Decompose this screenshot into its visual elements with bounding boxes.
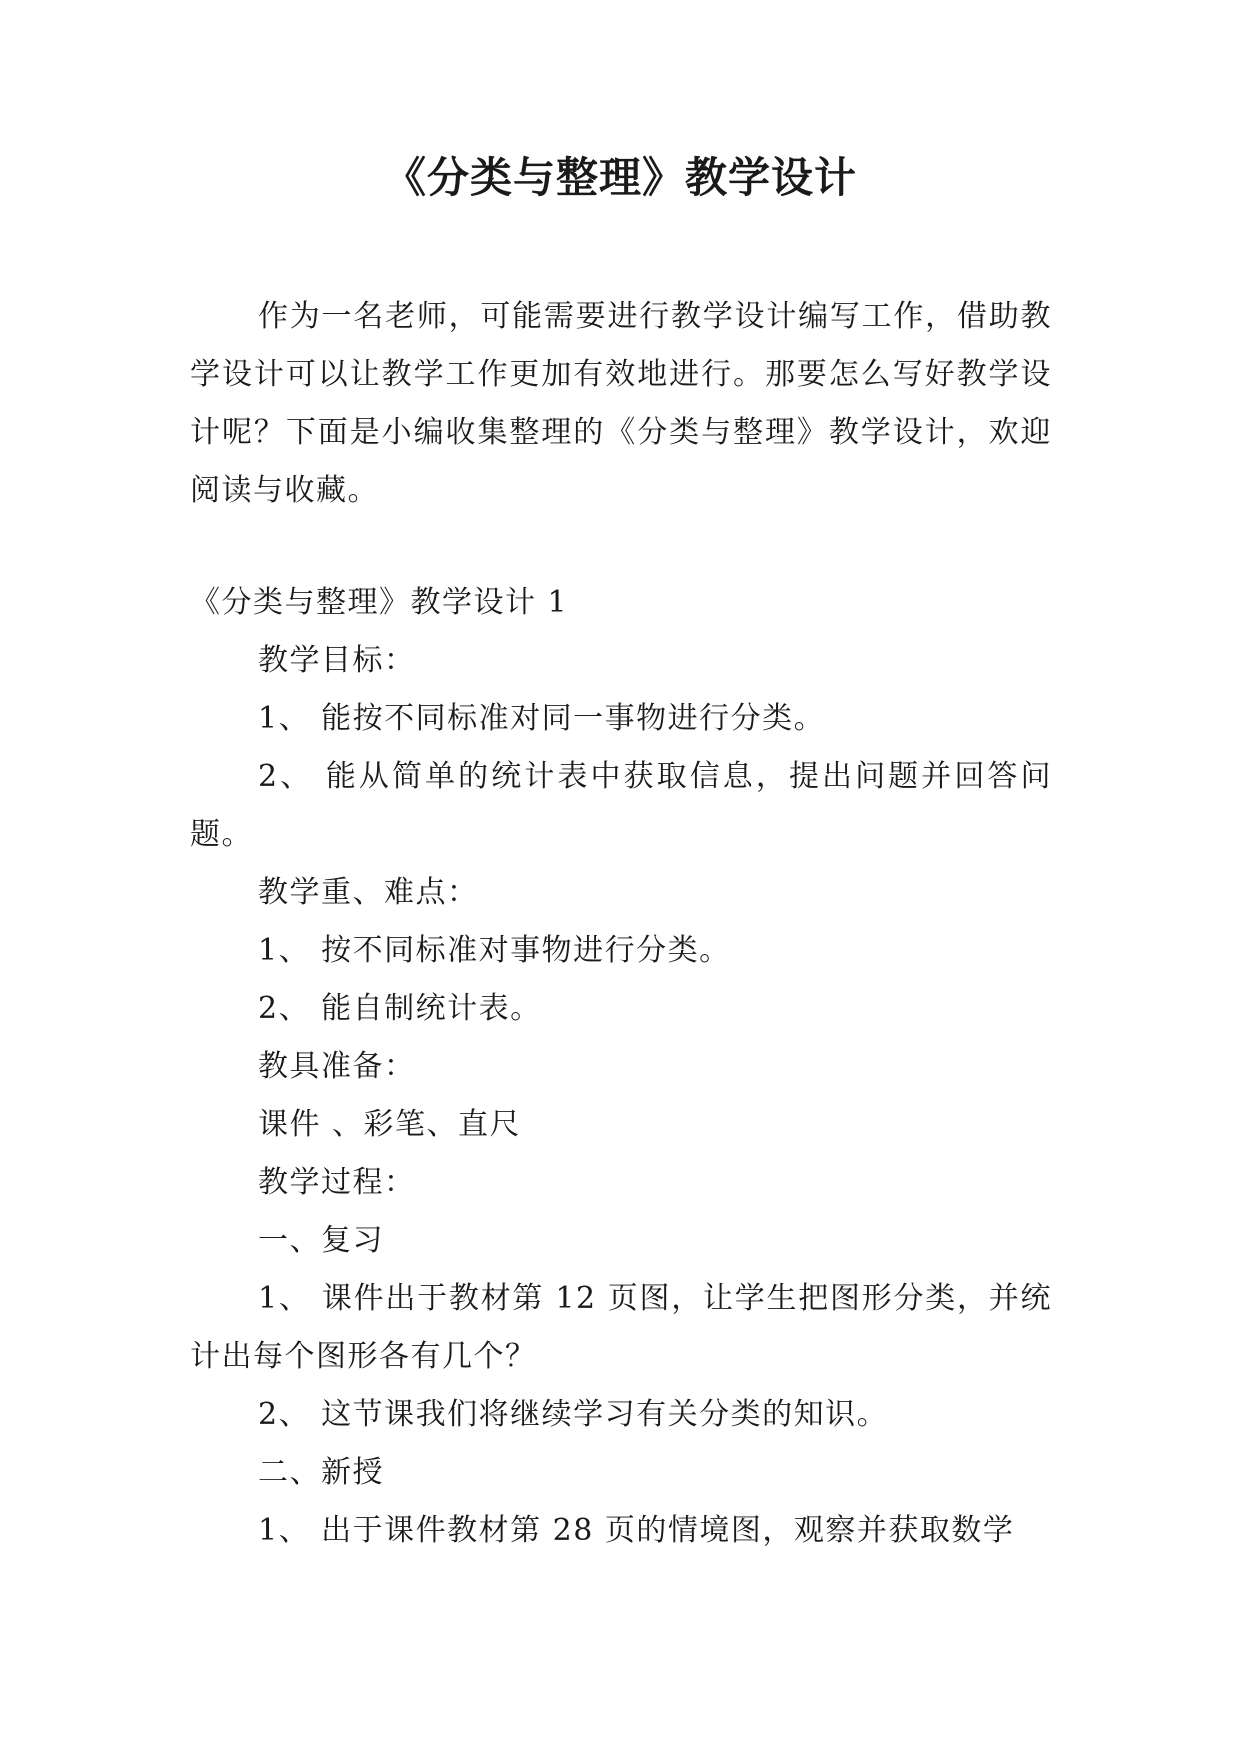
key-point-item: 1、 按不同标准对事物进行分类。 <box>258 933 731 968</box>
teaching-objectives-heading: 教学目标： <box>258 643 416 678</box>
intro-paragraph: 作为一名老师，可能需要进行教学设计编写工作，借助教学设计可以让教学工作更加有效地进行。那要怎么写好教学设计呢？下面是小编收集整理的《分类与整理》教学设计，欢迎阅读与收藏。 <box>190 299 1052 508</box>
review-item: 2、 这节课我们将继续学习有关分类的知识。 <box>258 1397 889 1432</box>
objective-item: 1、 能按不同标准对同一事物进行分类。 <box>258 701 826 736</box>
key-point-item: 2、 能自制统计表。 <box>258 991 542 1026</box>
review-item: 1、 课件出于教材第 12 页图，让学生把图形分类，并统计出每个图形各有几个？ <box>190 1281 1052 1374</box>
materials-list: 课件 、彩笔、直尺 <box>258 1107 522 1142</box>
new-lesson-item: 1、 出于课件教材第 28 页的情境图，观察并获取数学 <box>258 1513 1015 1548</box>
new-lesson-heading: 二、新授 <box>258 1455 384 1490</box>
key-points-heading: 教学重、难点： <box>258 875 479 910</box>
document-body <box>190 574 1052 1560</box>
process-heading: 教学过程： <box>258 1165 416 1200</box>
document-title: 《分类与整理》教学设计 <box>383 153 857 202</box>
section-heading: 《分类与整理》教学设计 1 <box>190 585 569 620</box>
objective-item: 2、 能从简单的统计表中获取信息，提出问题并回答问题。 <box>190 759 1052 852</box>
review-heading: 一、复习 <box>258 1223 384 1258</box>
materials-heading: 教具准备： <box>258 1049 416 1084</box>
